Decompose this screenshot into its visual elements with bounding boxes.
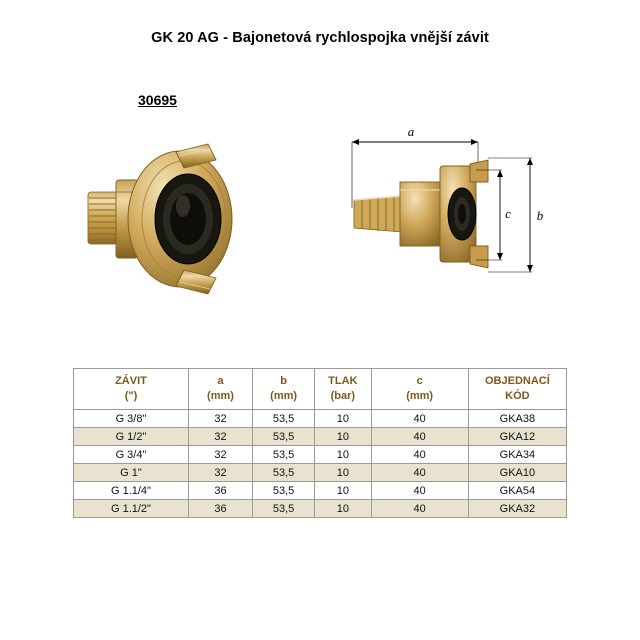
cell-a: 32 <box>188 410 252 428</box>
coupling-barrel <box>400 182 442 246</box>
cell-b: 53,5 <box>253 464 315 482</box>
cell-c: 40 <box>371 500 468 518</box>
cell-b: 53,5 <box>253 428 315 446</box>
cell-c: 40 <box>371 464 468 482</box>
table-row <box>74 410 567 428</box>
header-c: c (mm) <box>371 369 468 410</box>
cell-c: 40 <box>371 428 468 446</box>
figure-front-view <box>80 140 310 310</box>
cell-order-code: GKA32 <box>468 500 566 518</box>
hose-barb <box>354 196 402 232</box>
dimension-label-a: a <box>407 124 415 139</box>
cell-b: 53,5 <box>253 410 315 428</box>
table-row <box>74 482 567 500</box>
table-row <box>74 464 567 482</box>
page-title: GK 20 AG - Bajonetová rychlospojka vnější závit <box>151 30 489 46</box>
cell-order-code: GKA10 <box>468 464 566 482</box>
cell-pressure: 10 <box>315 500 371 518</box>
specification-table-wrapper <box>73 368 567 518</box>
cell-b: 53,5 <box>253 482 315 500</box>
table-row <box>74 446 567 464</box>
cell-thread: G 1" <box>74 464 189 482</box>
figure-side-view-dimensioned <box>330 120 560 310</box>
cell-pressure: 10 <box>315 446 371 464</box>
table-row <box>74 428 567 446</box>
cell-thread: G 3/4" <box>74 446 189 464</box>
cell-thread: G 3/8" <box>74 410 189 428</box>
cell-a: 32 <box>188 446 252 464</box>
cell-b: 53,5 <box>253 500 315 518</box>
header-b: b (mm) <box>253 369 315 410</box>
product-code: 30695 <box>138 92 177 108</box>
table-header <box>74 369 567 410</box>
dimension-label-c: c <box>505 206 511 221</box>
header-order-code: OBJEDNACÍ KÓD <box>468 369 566 410</box>
cell-c: 40 <box>371 410 468 428</box>
cell-b: 53,5 <box>253 446 315 464</box>
cell-a: 32 <box>188 464 252 482</box>
cell-c: 40 <box>371 446 468 464</box>
header-pressure: TLAK (bar) <box>315 369 371 410</box>
cell-pressure: 10 <box>315 482 371 500</box>
table-header-row <box>74 369 567 410</box>
coupling-body <box>128 151 232 287</box>
cell-thread: G 1.1/4" <box>74 482 189 500</box>
cell-a: 36 <box>188 500 252 518</box>
cell-a: 36 <box>188 482 252 500</box>
cell-pressure: 10 <box>315 464 371 482</box>
specification-table <box>73 368 567 518</box>
table-row <box>74 500 567 518</box>
header-a: a (mm) <box>188 369 252 410</box>
cell-thread: G 1/2" <box>74 428 189 446</box>
cell-c: 40 <box>371 482 468 500</box>
cell-pressure: 10 <box>315 410 371 428</box>
thread-section <box>88 192 118 244</box>
cell-thread: G 1.1/2" <box>74 500 189 518</box>
header-thread: ZÁVIT (") <box>74 369 189 410</box>
cell-order-code: GKA38 <box>468 410 566 428</box>
cell-a: 32 <box>188 428 252 446</box>
cell-order-code: GKA12 <box>468 428 566 446</box>
cell-pressure: 10 <box>315 428 371 446</box>
table-body <box>74 410 567 518</box>
cell-order-code: GKA34 <box>468 446 566 464</box>
cell-order-code: GKA54 <box>468 482 566 500</box>
dimension-label-b: b <box>536 208 544 223</box>
